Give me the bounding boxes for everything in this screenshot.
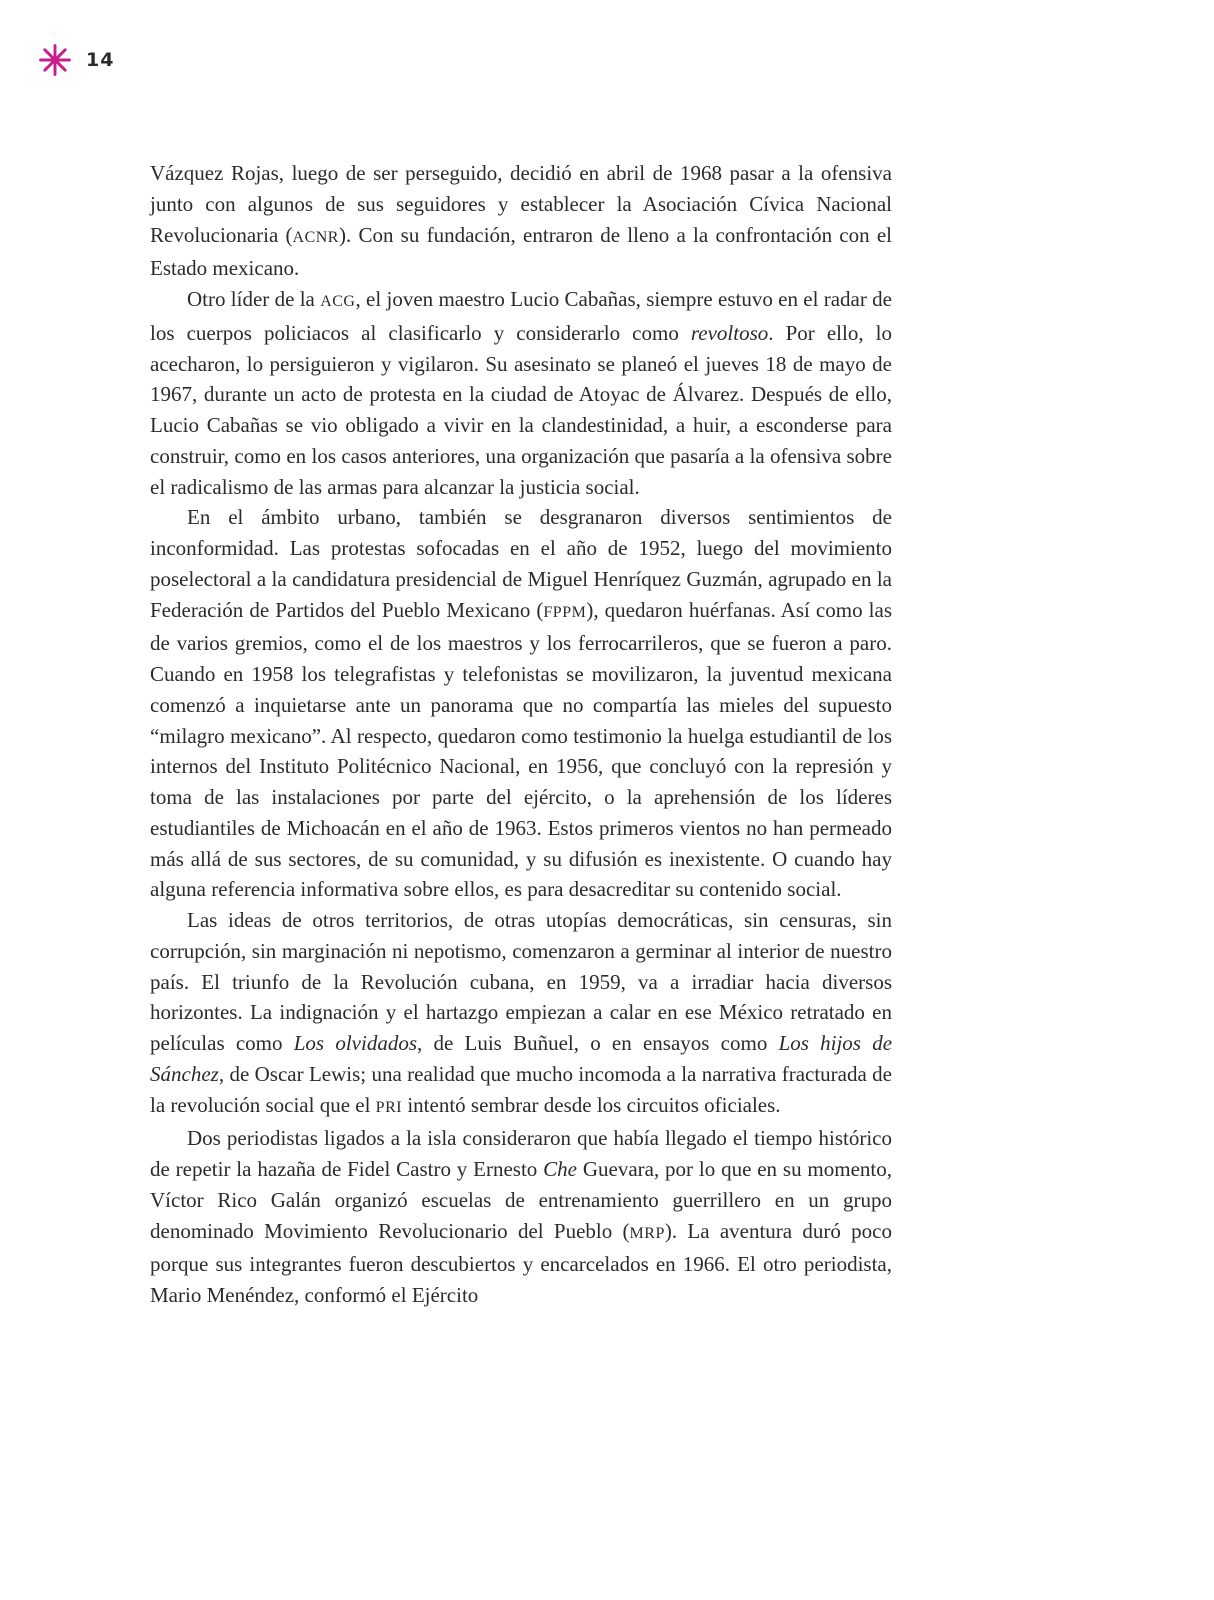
text-run: Guevara, por lo que en su momento, Víctor Rico Galán organizó escuelas de entrenamiento guerrillero en un grupo denominado Movimiento Revolucionario del Pueblo ( <box>150 1157 892 1243</box>
page-header <box>38 44 114 76</box>
text-run: . Por ello, lo acecharon, lo persiguieron y vigilaron. Su asesinato se planeó el jueves 18 de mayo de 1967, durante un acto de protesta en la ciudad de Atoyac de Álvarez. Después de ello, Lucio Cabañas se vio obligado a vivir en la clandestinidad, a huir, a esconderse para construir, como en los casos anteriores, una organización que pasaría a la ofensiva sobre el radicalismo de las armas para alcanzar la justicia social. <box>150 320 892 499</box>
text-run: Otro líder de la <box>187 287 321 311</box>
paragraph <box>150 502 892 905</box>
body-text <box>150 158 892 1311</box>
text-run: En el ámbito urbano, también se desgranaron diversos sentimientos de inconformidad. Las protestas sofocadas en el año de 1952, luego del movimiento poselectoral a la candidatura presidencial de Miguel Henríquez Guzmán, agrupado en la Federación de Partidos del Pueblo Mexicano ( <box>150 505 892 622</box>
text-run: ), quedaron huérfanas. Así como las de varios gremios, como el de los maestros y los ferrocarrileros, que se fueron a paro. Cuando en 1958 los telegrafistas y telefonistas se movilizaron, la juventud mexicana comenzó a inquietarse ante un panorama que no compartía las mieles del supuesto “milagro mexicano”. Al respecto, quedaron como testimonio la huelga estudiantil de los internos del Instituto Politécnico Nacional, en 1956, que concluyó con la represión y toma de las instalaciones por parte del ejército, o la aprehensión de los líderes estudiantiles de Michoacán en el año de 1963. Estos primeros vientos no han permeado más allá de sus sectores, de su comunidad, y su difusión es inexistente. O cuando hay alguna referencia informativa sobre ellos, es para desacreditar su contenido social. <box>150 597 892 902</box>
text-run: ). La aventura duró poco porque sus integrantes fueron descubiertos y encarcelados en 1966. El otro periodista, Mario Menéndez, conformó el Ejército <box>150 1218 892 1307</box>
paragraph <box>150 158 892 284</box>
acronym: FPPM <box>543 603 587 621</box>
paragraph <box>150 905 892 1123</box>
text-run: Vázquez Rojas, luego de ser perseguido, decidió en abril de 1968 pasar a la ofensiva junto con algunos de sus seguidores y establecer la Asociación Cívica Nacional Revolucionaria ( <box>150 161 892 247</box>
asterisk-icon <box>38 43 72 77</box>
italic-text: Che <box>543 1157 577 1181</box>
text-run: ). Con su fundación, entraron de lleno a la confrontación con el Estado mexicano. <box>150 222 893 281</box>
text-run: intentó sembrar desde los circuitos oficiales. <box>402 1092 781 1117</box>
acronym: PRI <box>375 1098 403 1116</box>
text-run: Dos periodistas ligados a la isla consideraron que había llegado el tiempo histórico de repetir la hazaña de Fidel Castro y Ernesto <box>150 1126 892 1181</box>
acronym: ACG <box>320 293 356 310</box>
italic-text: Los hijos de Sánchez <box>150 1031 893 1086</box>
text-run: , el joven maestro Lucio Cabañas, siempre estuvo en el radar de los cuerpos policiacos al clasificarlo y considerarlo como <box>150 287 893 345</box>
italic-text: Los olvidados <box>293 1031 417 1055</box>
text-run: , de Luis Buñuel, o en ensayos como <box>417 1031 779 1055</box>
acronym: ACNR <box>292 228 339 246</box>
text-run: , de Oscar Lewis; una realidad que mucho incomoda a la narrativa fracturada de la revolución social que el <box>150 1061 892 1117</box>
italic-text: revoltoso <box>690 320 769 345</box>
acronym: MRP <box>629 1224 665 1242</box>
text-run: Las ideas de otros territorios, de otras utopías democráticas, sin censuras, sin corrupción, sin marginación ni nepotismo, comenzaron a germinar al interior de nuestro país. El triunfo de la Revolución cubana, en 1959, va a irradiar hacia diversos horizontes. La indignación y el hartazgo empiezan a calar en ese México retratado en películas como <box>150 908 892 1055</box>
page-number: 14 <box>86 49 115 71</box>
paragraph <box>150 1123 892 1311</box>
paragraph <box>150 284 892 502</box>
